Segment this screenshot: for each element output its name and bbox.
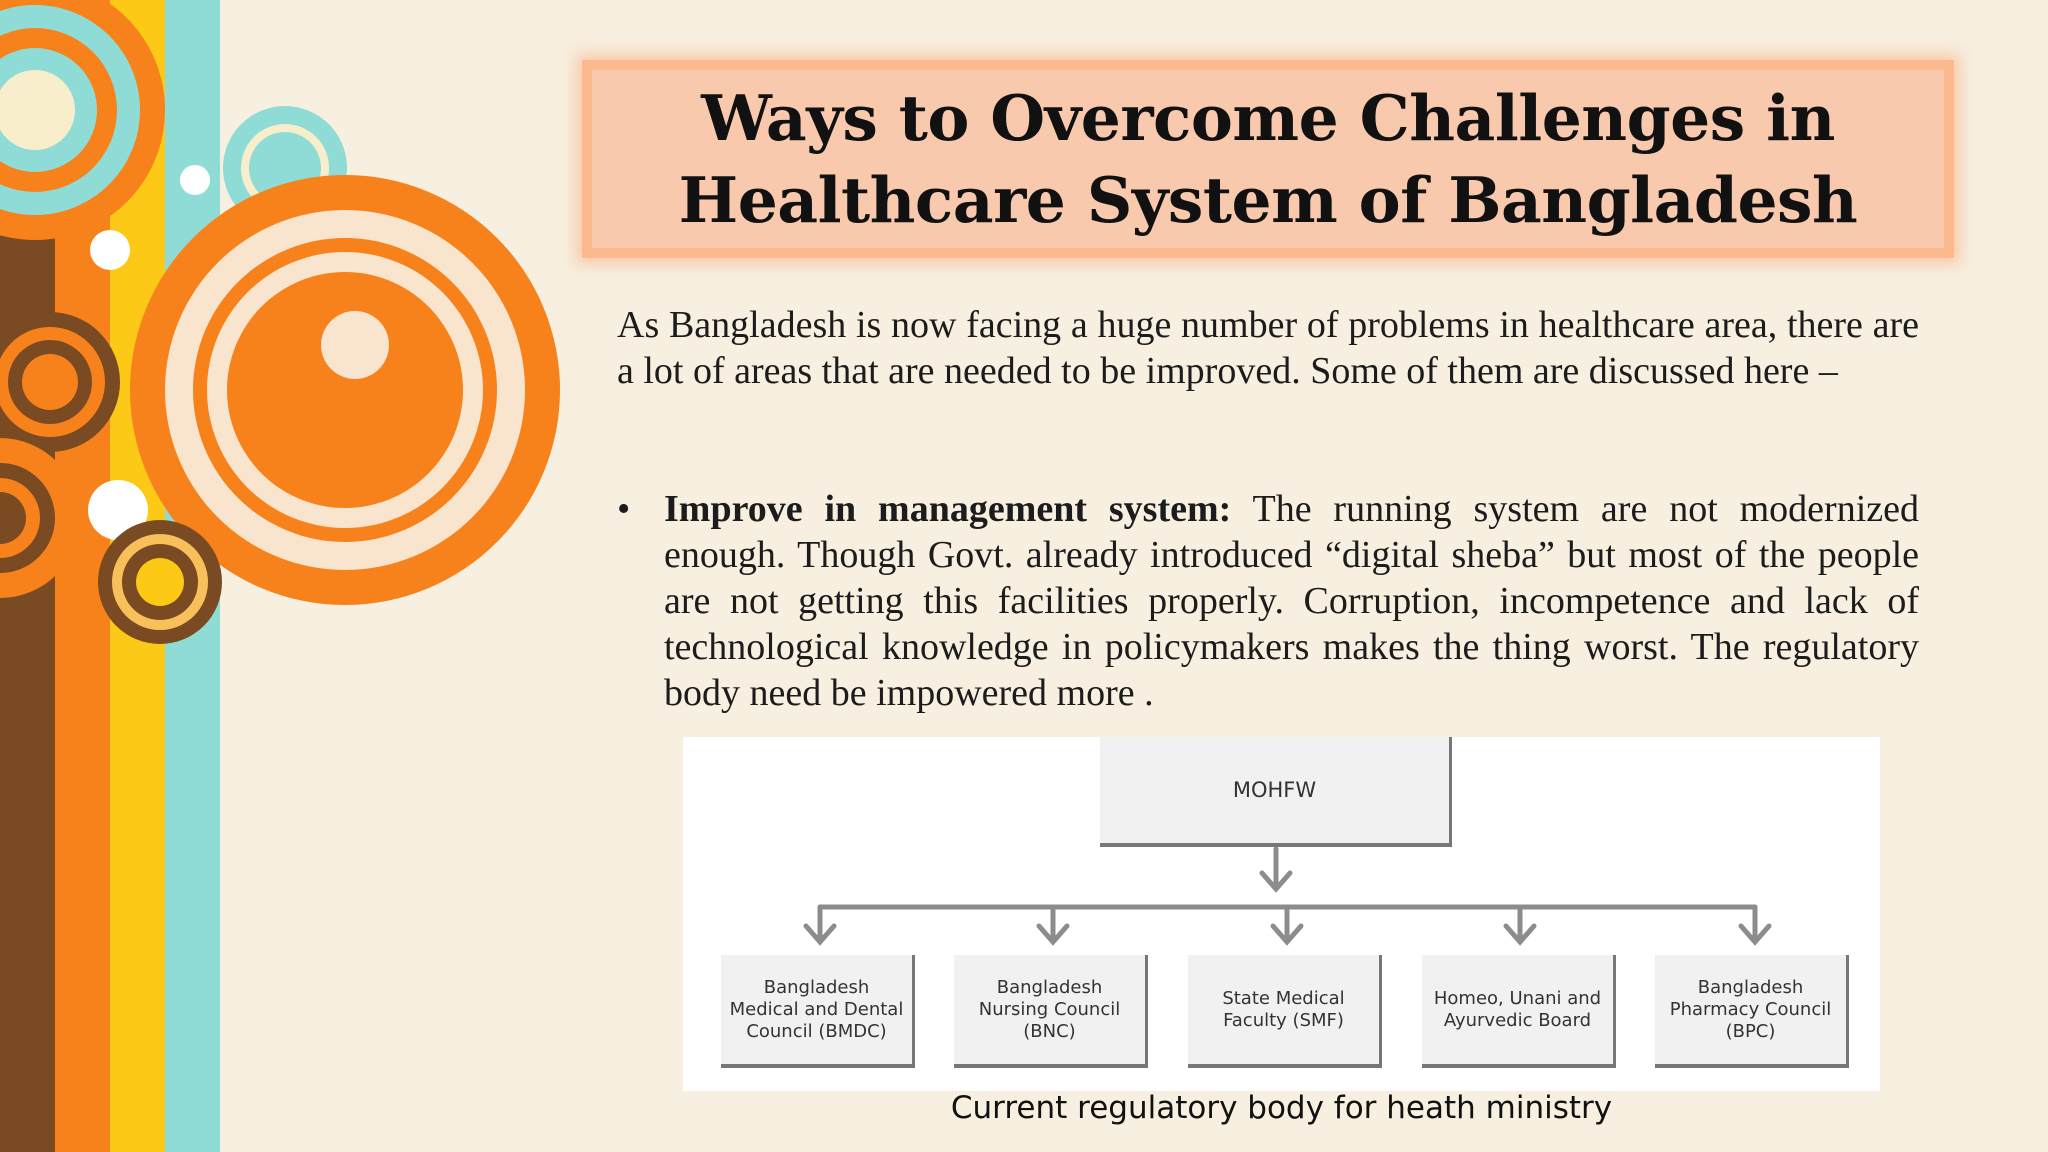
bullet-text	[664, 486, 1919, 716]
org-root-box: MOHFW	[1100, 737, 1452, 847]
org-child-box: Bangladesh Pharmacy Council (BPC)	[1655, 955, 1849, 1068]
org-child-box: Bangladesh Medical and Dental Council (BMDC)	[721, 955, 915, 1068]
bullet-heading: Improve in management system:	[664, 488, 1232, 530]
bullet-marker: •	[617, 488, 631, 530]
org-child-box: State Medical Faculty (SMF)	[1188, 955, 1382, 1068]
figure-caption: Current regulatory body for heath ministry	[950, 1090, 1613, 1126]
org-child-box: Bangladesh Nursing Council (BNC)	[954, 955, 1148, 1068]
org-child-box: Homeo, Unani and Ayurvedic Board	[1422, 955, 1616, 1068]
bullet-body: The running system are not modernized enough. Though Govt. already introduced “digital sheba” but most of the people are not getting this facilities properly. Corruption, incompetence and lack of technological knowledge in policymakers makes the thing worst. The regulatory body need be impowered more .	[664, 488, 1919, 714]
bullet-item	[617, 486, 1919, 716]
decorative-artwork	[0, 0, 600, 1152]
title-line-1: Ways to Overcome Challenges in	[701, 81, 1835, 155]
title-line-2: Healthcare System of Bangladesh	[678, 163, 1858, 237]
title-banner	[582, 60, 1954, 258]
intro-paragraph: As Bangladesh is now facing a huge number of problems in healthcare area, there are a lot of areas that are needed to be improved. Some of them are discussed here –	[617, 304, 1919, 392]
org-chart	[683, 737, 1880, 1091]
slide-title	[679, 77, 1858, 241]
